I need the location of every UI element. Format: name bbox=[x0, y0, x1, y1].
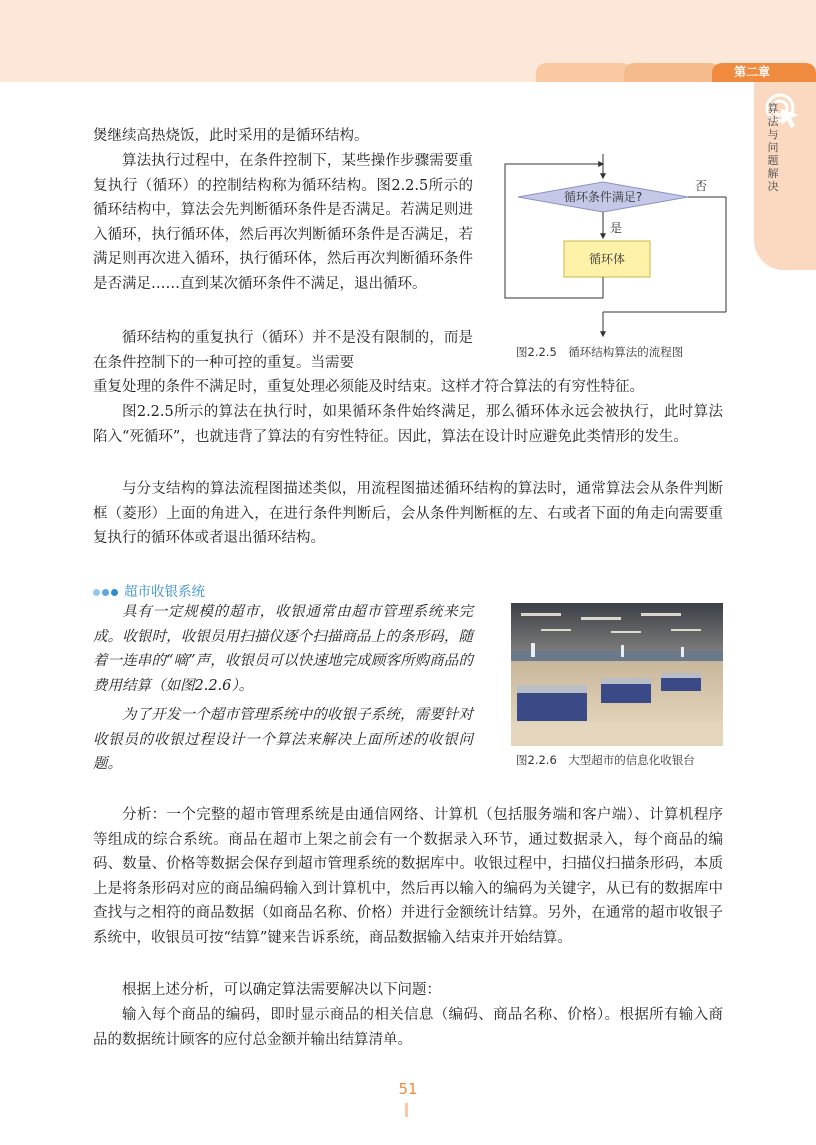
header-tab-decor-1 bbox=[536, 63, 632, 82]
page-number: 51 bbox=[398, 1080, 418, 1098]
flowchart-caption: 图2.2.5 循环结构算法的流程图 bbox=[516, 345, 684, 359]
yes-label: 是 bbox=[610, 221, 623, 235]
condition-text: 循环条件满足? bbox=[563, 190, 643, 204]
side-chapter-title bbox=[766, 102, 780, 193]
side-char: 决 bbox=[767, 180, 779, 193]
section-intro-1: 具有一定规模的超市，收银通常由超市管理系统来完成。收银时，收银员用扫描仪逐个扫描商品上的条形码，随着一连串的“嘀”声，收银员可以快速地完成顾客所购商品的费用结算（如图2.2.6）。 bbox=[93, 604, 473, 694]
paragraph-loop-definition: 算法执行过程中，在条件控制下，某些操作步骤需要重复执行（循环）的控制结构称为循环结构。图2.2.5所示的循环结构中，算法会先判断循环条件是否满足。若满足则进入循环，执行循环体，然后再次判断循环条件是否满足，若满足则再次进入循环，执行循环体，然后再次判断循环条件是否满足……直到某次循环条件不满足，退出循环。 bbox=[93, 153, 473, 292]
supermarket-checkout-photo bbox=[511, 603, 723, 746]
dot-2 bbox=[102, 589, 109, 596]
dot-3 bbox=[111, 589, 118, 596]
photo-caption: 图2.2.6 大型超市的信息化收银台 bbox=[516, 753, 695, 767]
chapter-tab: 第二章 bbox=[712, 63, 816, 82]
page-number-tick bbox=[405, 1103, 408, 1117]
section-dots-icon bbox=[93, 584, 120, 600]
paragraph-loop-limit-cont: 重复处理的条件不满足时，重复处理必须能及时结束。这样才符合算法的有穷性特征。 bbox=[93, 379, 644, 395]
paragraph-flowchart-desc: 与分支结构的算法流程图描述类似，用流程图描述循环结构的算法时，通常算法会从条件判断框（菱形）上面的角进入，在进行条件判断后，会从条件判断框的左、右或者下面的角走向需要重复执行的循环体或者退出循环结构。 bbox=[93, 481, 723, 546]
paragraph-infinite-loop: 图2.2.5所示的算法在执行时，如果循环条件始终满足，那么循环体永远会被执行，此时算法陷入“死循环”，也就违背了算法的有穷性特征。因此，算法在设计时应避免此类情形的发生。 bbox=[93, 404, 723, 445]
paragraph-continued: 煲继续高热烧饭，此时采用的是循环结构。 bbox=[93, 128, 369, 144]
side-char: 解 bbox=[767, 167, 779, 180]
header-tab-decor-2 bbox=[624, 63, 720, 82]
side-char: 题 bbox=[767, 154, 779, 167]
side-char: 与 bbox=[767, 128, 779, 141]
analysis-conclusion: 根据上述分析，可以确定算法需要解决以下问题： bbox=[122, 982, 441, 998]
analysis-paragraph: 分析：一个完整的超市管理系统是由通信网络、计算机（包括服务端和客户端）、计算机程序等组成的综合系统。商品在超市上架之前会有一个数据录入环节，通过数据录入，每个商品的编码、数量、价格等数据会保存到超市管理系统的数据库中。收银过程中，扫描仪扫描条形码，本质上是将条形码对应的商品编码输入到计算机中，然后再以输入的编码为关键字，从已有的数据库中查找与之相符的商品数据（如商品名称、价格）并进行金额统计结算。另外，在通常的超市收银子系统中，收银员可按“结算”键来告诉系统，商品数据输入结束并开始结算。 bbox=[93, 807, 723, 946]
side-chapter-tab bbox=[754, 82, 816, 270]
side-char: 算 bbox=[767, 102, 779, 115]
section-title bbox=[93, 580, 205, 600]
no-label: 否 bbox=[695, 179, 708, 193]
loop-body-text: 循环体 bbox=[588, 252, 626, 266]
analysis-problem: 输入每个商品的编码，即时显示商品的相关信息（编码、商品名称、价格）。根据所有输入商品的数据统计顾客的应付总金额并输出结算清单。 bbox=[93, 1007, 723, 1048]
section-title-text: 超市收银系统 bbox=[124, 584, 205, 600]
section-intro-2: 为了开发一个超市管理系统中的收银子系统，需要针对收银员的收银过程设计一个算法来解决上面所述的收银问题。 bbox=[93, 707, 473, 772]
dot-1 bbox=[93, 589, 100, 596]
loop-flowchart bbox=[490, 140, 730, 340]
side-char: 法 bbox=[767, 115, 779, 128]
paragraph-loop-limit: 循环结构的重复执行（循环）并不是没有限制的，而是在条件控制下的一种可控的重复。当需要 bbox=[93, 330, 473, 371]
side-char: 问 bbox=[767, 141, 779, 154]
